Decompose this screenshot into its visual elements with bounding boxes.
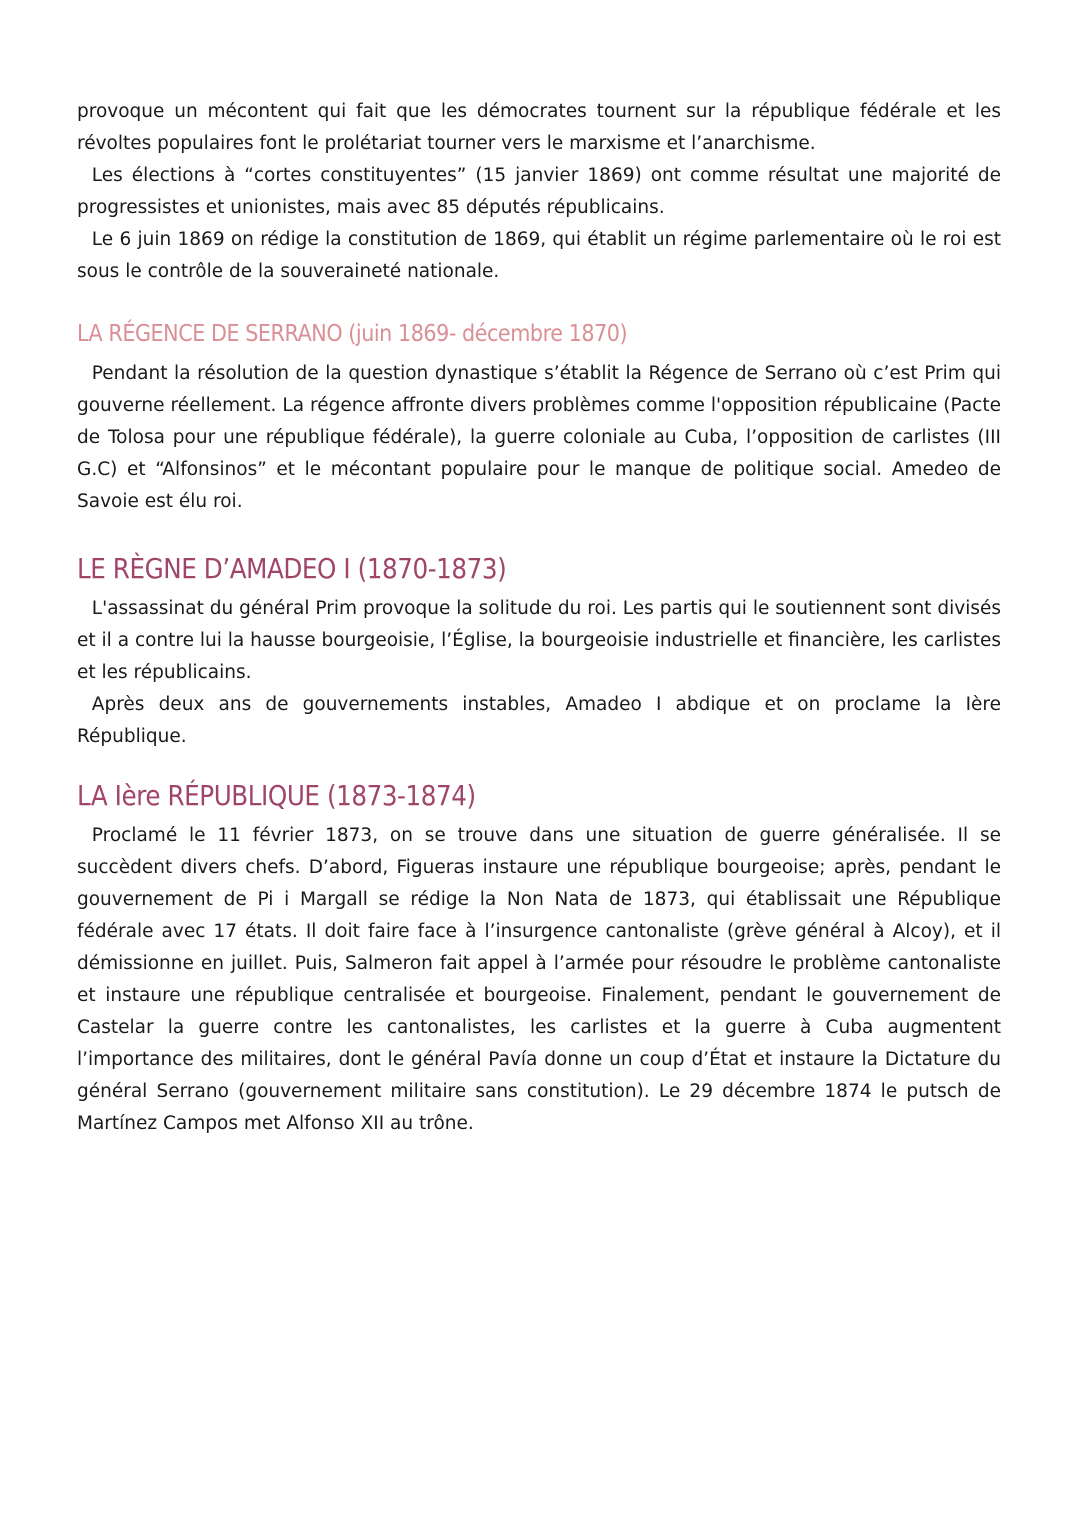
section-amadeo-paragraph-2: Après deux ans de gouvernements instables, Amadeo I abdique et on proclame la Ière République. bbox=[77, 694, 1001, 747]
intro-paragraph-3: Le 6 juin 1869 on rédige la constitution de 1869, qui établit un régime parlementaire où le roi est sous le contrôle de la souveraineté nationale. bbox=[77, 229, 1001, 282]
intro-paragraph-2: Les élections à “cortes constituyentes” (15 janvier 1869) ont comme résultat une majorité de progressistes et unionistes, mais avec 85 députés républicains. bbox=[77, 165, 1001, 218]
section-heading-amadeo: LE RÈGNE D’AMADEO I (1870-1873) bbox=[77, 552, 507, 585]
document-page bbox=[77, 96, 1001, 1140]
section-amadeo-paragraph-1: L'assassinat du général Prim provoque la solitude du roi. Les partis qui le soutiennent sont divisés et il a contre lui la hausse bourgeoisie, l’Église, la bourgeoisie industrielle et financière, les carlistes et les républicains. bbox=[77, 598, 1001, 683]
section-heading-regence: LA RÉGENCE DE SERRANO (juin 1869- décembre 1870) bbox=[77, 321, 628, 347]
section-republique-paragraph-1: Proclamé le 11 février 1873, on se trouve dans une situation de guerre généralisée. Il se succèdent divers chefs. D’abord, Figueras instaure une république bourgeoise; après, pendant le gouvernement de Pi i Margall se rédige la Non Nata de 1873, qui établissait une République fédérale avec 17 états. Il doit faire face à l’insurgence cantonaliste (grève général à Alcoy), et il démissionne en juillet. Puis, Salmeron fait appel à l’armée pour résoudre le problème cantonaliste et instaure une république centralisée et bourgeoise. Finalement, pendant le gouvernement de Castelar la guerre contre les cantonalistes, les carlistes et la guerre à Cuba augmentent l’importance des militaires, dont le général Pavía donne un coup d’État et instaure la Dictature du général Serrano (gouvernement militaire sans constitution). Le 29 décembre 1874 le putsch de Martínez Campos met Alfonso XII au trône. bbox=[77, 825, 1001, 1134]
intro-paragraph-1: provoque un mécontent qui fait que les démocrates tournent sur la république fédérale et les révoltes populaires font le prolétariat tourner vers le marxisme et l’anarchisme. bbox=[77, 101, 1001, 154]
section-regence-paragraph-1: Pendant la résolution de la question dynastique s’établit la Régence de Serrano où c’est Prim qui gouverne réellement. La régence affronte divers problèmes comme l'opposition républicaine (Pacte de Tolosa pour une république fédérale), la guerre coloniale au Cuba, l’opposition de carlistes (III G.C) et “Alfonsinos” et le mécontant populaire pour le manque de politique social. Amedeo de Savoie est élu roi. bbox=[77, 363, 1001, 512]
section-heading-republique: LA Ière RÉPUBLIQUE (1873-1874) bbox=[77, 779, 476, 812]
